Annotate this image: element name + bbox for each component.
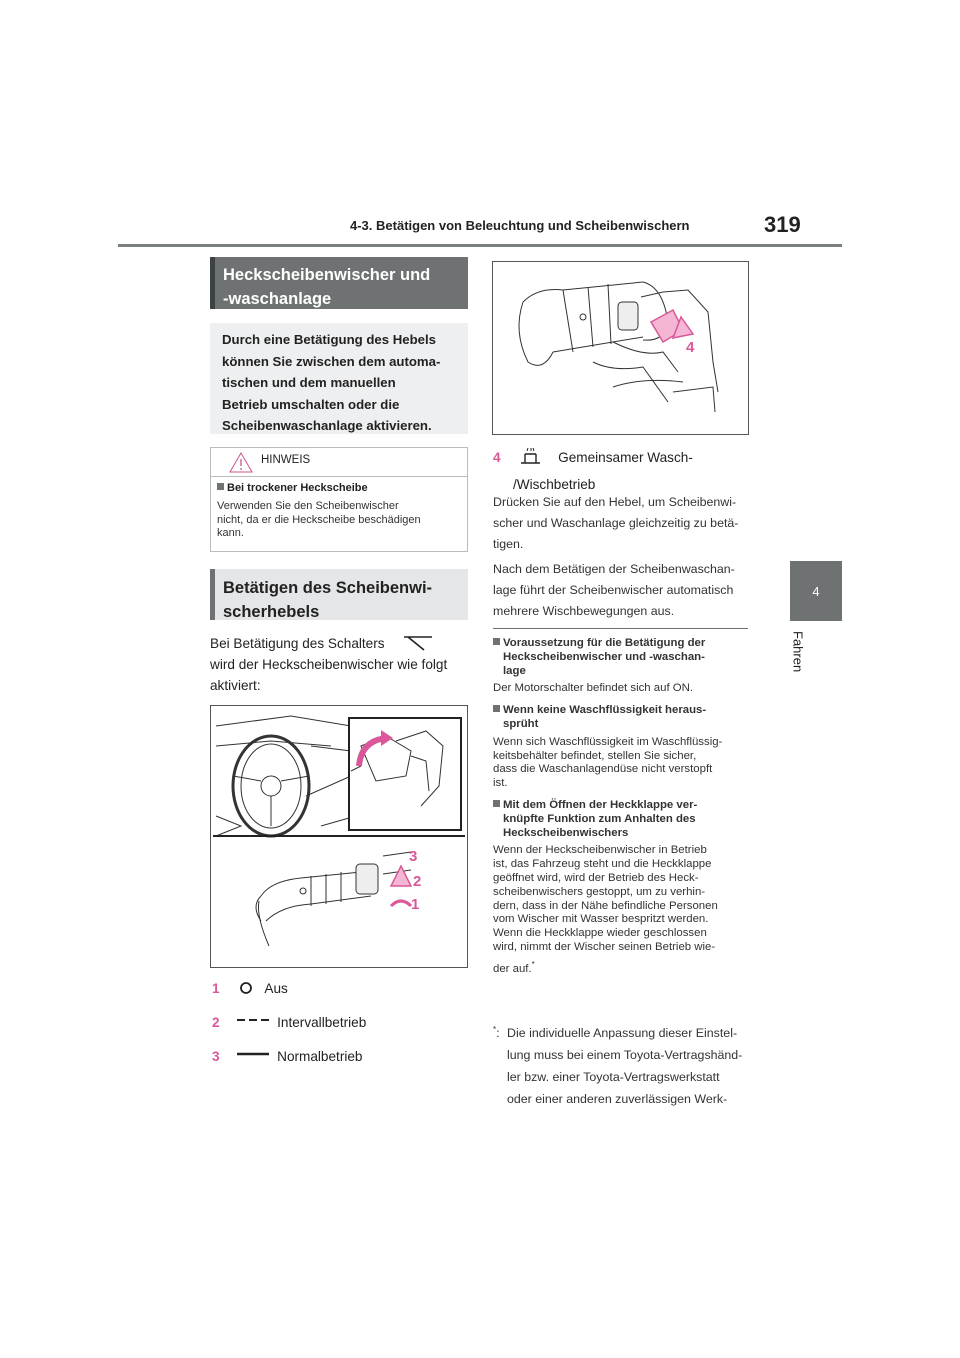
mode-label: Aus bbox=[264, 981, 288, 996]
mode-label: Intervallbetrieb bbox=[277, 1015, 367, 1030]
mode-label: Gemeinsamer Wasch- bbox=[558, 450, 693, 465]
rear-wiper-switch-icon bbox=[402, 634, 436, 652]
mode-number: 4 bbox=[493, 450, 501, 465]
note-heading: Voraussetzung für die Betätigung der bbox=[493, 637, 755, 651]
lever-illustration bbox=[211, 706, 467, 967]
footnote-marker: * bbox=[531, 959, 535, 969]
intro-line: tischen und dem manuellen bbox=[222, 375, 396, 390]
lever-push-illustration bbox=[493, 262, 748, 434]
mode-item-wash-wipe bbox=[493, 447, 755, 495]
notice-title: HINWEIS bbox=[261, 454, 311, 466]
section-heading-line1: Betätigen des Scheibenwi- bbox=[223, 579, 433, 597]
mode-number: 1 bbox=[212, 981, 220, 996]
mode4-description: Drücken Sie auf den Hebel, um Scheibenwi- scher und Waschanlage gleichzeitig zu betä- tigen. Nach dem Betätigen der Scheibenwaschan- lage führt der Scheibenwischer automatisch mehrere Wischbewegungen aus. bbox=[493, 495, 739, 618]
intro-line: Scheibenwaschanlage aktivieren. bbox=[222, 418, 432, 433]
washer-spray-icon bbox=[518, 447, 544, 465]
notice-text: Verwenden Sie den Scheibenwischer nicht, da er die Heckscheibe beschädigen kann. bbox=[217, 500, 421, 539]
mode-item-normal bbox=[212, 1046, 363, 1067]
page-number: 319 bbox=[764, 212, 801, 237]
body-line: wird der Heckscheibenwischer wie folgt bbox=[210, 657, 448, 672]
intro-box bbox=[210, 323, 468, 434]
note-text: Wenn der Heckscheibenwischer in Betrieb ist, das Fahrzeug steht und die Heckklappe geöffnet wird, wird der Betrieb des Heck- scheibenwischers gestoppt, um zu verhin- dern, dass in der Nähe befindliche Personen vom Wischer mit Wasser bespritzt werden. Wenn die Heckklappe wieder geschlossen wird, nimmt der Wischer seinen Betrieb wie- der auf.* bbox=[493, 844, 718, 975]
section-heading-wiper-lever bbox=[210, 569, 468, 620]
notes-rule bbox=[493, 628, 748, 629]
off-circle-icon bbox=[239, 981, 261, 995]
callout-4: 4 bbox=[686, 339, 695, 356]
warning-triangle-icon bbox=[229, 452, 253, 473]
intro-line: Durch eine Betätigung des Hebels bbox=[222, 332, 436, 347]
figure-wiper-lever-positions bbox=[210, 705, 468, 968]
chapter-label: Fahren bbox=[790, 631, 806, 673]
note-heading: Mit dem Öffnen der Heckklappe ver- bbox=[493, 799, 755, 813]
mode-label: /Wischbetrieb bbox=[513, 477, 596, 492]
notes-column: Voraussetzung für die Betätigung der Heckscheibenwischer und -waschan- lage Der Motorschalter befindet sich auf ON. Wenn keine Waschflüssigkeit heraus- sprüht Wenn sich Waschflüssigkeit im Waschflüssig- keitsbehälter befindet, stellen Sie sicher, dass die Waschanlagendüse nicht verstopft ist. Mit dem Öffnen der Heckklappe ver- knüpfte Funktion zum Anhalten des Heckscheibenwischers Wenn der Heckscheibenwischer in Betrieb ist, das Fahrzeug steht und die Heckklappe geöffnet wird, wird der Betrieb des Heck- scheibenwischers gestoppt, um zu verhin- dern, dass in der Nähe befindliche Personen vom Wischer mit Wasser bespritzt werden. Wenn die Heckklappe wieder geschlossen wird, nimmt der Wischer seinen Betrieb wie- der auf.* bbox=[493, 637, 755, 976]
section-heading-rear-wiper bbox=[210, 257, 468, 309]
chapter-tab[interactable]: 4 bbox=[790, 561, 842, 621]
body-line: Bei Betätigung des Schalters bbox=[210, 636, 385, 651]
square-bullet-icon bbox=[493, 800, 500, 807]
intro-line: Betrieb umschalten oder die bbox=[222, 396, 400, 412]
mode-item-interval bbox=[212, 1012, 366, 1033]
notice-divider bbox=[211, 476, 467, 477]
intro-line: können Sie zwischen dem automa- bbox=[222, 353, 441, 369]
note-text: Der Motorschalter befindet sich auf ON. bbox=[493, 682, 694, 695]
mode-label: Normalbetrieb bbox=[277, 1049, 363, 1064]
square-bullet-icon bbox=[217, 483, 224, 490]
footnote: *: Die individuelle Anpassung dieser Einstel- lung muss bei einem Toyota-Vertragshänd- ler bzw. einer Toyota-Vertragswerkstatt oder einer anderen zuverlässigen Werk- bbox=[493, 1025, 743, 1107]
square-bullet-icon bbox=[493, 705, 500, 712]
header-rule bbox=[118, 244, 842, 247]
notice-heading: Bei trockener Heckscheibe bbox=[217, 482, 368, 494]
running-header: 4-3. Betätigen von Beleuchtung und Scheibenwischern bbox=[350, 218, 690, 233]
mode-item-off bbox=[212, 978, 288, 999]
section-heading-line2: scherhebels bbox=[223, 603, 320, 621]
mode-number: 3 bbox=[212, 1049, 220, 1064]
callout-2: 2 bbox=[413, 873, 422, 890]
notice-box bbox=[210, 447, 468, 552]
normal-line-icon bbox=[237, 1049, 273, 1059]
note-text: Wenn sich Waschflüssigkeit im Waschflüssig- keitsbehälter befindet, stellen Sie sicher, dass die Waschanlagendüse nicht verstopft ist. bbox=[493, 735, 723, 790]
figure-wash-wipe bbox=[492, 261, 749, 435]
square-bullet-icon bbox=[493, 638, 500, 645]
note-heading: Wenn keine Waschflüssigkeit heraus- bbox=[493, 704, 755, 718]
mode-number: 2 bbox=[212, 1015, 220, 1030]
body-line: aktiviert: bbox=[210, 678, 261, 693]
section-heading-line1: Heckscheibenwischer und bbox=[223, 266, 431, 284]
interval-dashes-icon bbox=[237, 1015, 273, 1025]
callout-3: 3 bbox=[409, 848, 418, 865]
callout-1: 1 bbox=[411, 896, 420, 913]
section-heading-line2: -waschanlage bbox=[223, 290, 332, 308]
section2-body bbox=[210, 633, 472, 696]
